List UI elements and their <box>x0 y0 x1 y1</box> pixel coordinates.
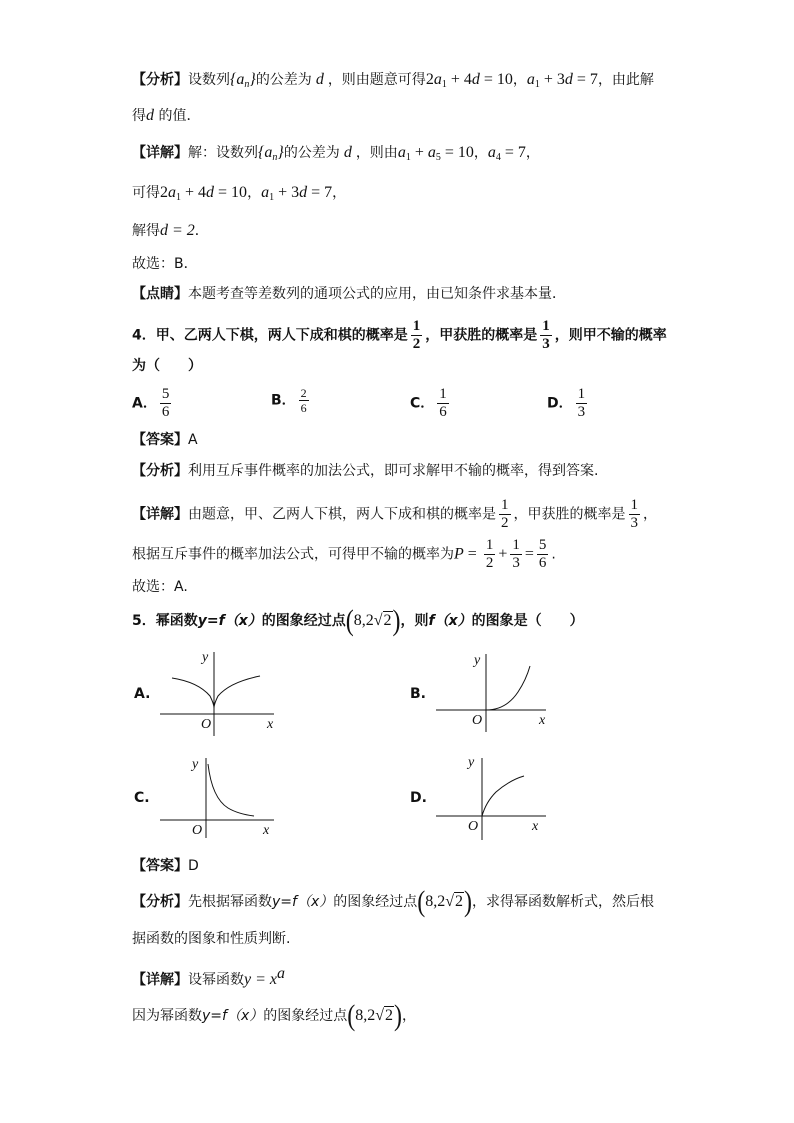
origin-label: O <box>201 717 212 732</box>
x-label: x <box>267 717 274 732</box>
q5-option-c-label: C. <box>134 790 150 806</box>
q4-option-b: B． $\frac{2}{6}$ <box>271 386 307 415</box>
q4-option-d: D． $\frac{1}{3}$ <box>547 386 586 420</box>
q4-option-c: C． $\frac{1}{6}$ <box>410 386 447 420</box>
y-label: y <box>468 755 475 770</box>
q3-eq1: $2a_1 + 4d = 10$ <box>425 71 513 90</box>
q4-frac-half: $\frac{1}{2}$ <box>412 318 421 352</box>
curve <box>172 676 260 708</box>
q3-comment: 【点睛】本题考查等差数列的通项公式的应用，由已知条件求基本量． <box>132 286 566 302</box>
q4-frac-third: $\frac{1}{3}$ <box>542 318 550 352</box>
q5-answer: 【答案】D <box>132 858 199 874</box>
q3-analysis-line2: 得d 的值． <box>132 107 201 124</box>
q4-detail-line1: 【详解】由题意，甲、乙两人下棋，两人下成和棋的概率是 $\frac{1}{2}$ ，甲获胜的概率是 $\frac{1}{3}$ ， <box>132 497 657 531</box>
q3-analysis-line1: 【分析】设数列$\{a_n\}$的公差为 d ，则由题意可得$2a_1 + 4d = 10$，$a_1 + 3d = 7$，由此解 <box>132 71 654 90</box>
q4-stem-line2: 为（ ） <box>132 358 202 374</box>
q5-graph-c <box>158 754 288 848</box>
q5-graph-a <box>158 648 288 742</box>
curve <box>486 666 530 710</box>
curve <box>482 776 524 816</box>
origin-label: O <box>468 819 479 834</box>
q4-detail-line2: 根据互斥事件的概率加法公式，可得甲不输的概率为P = $\frac{1}{2}$ + $\frac{1}{3}$ = $\frac{5}{6}$ . <box>132 537 556 571</box>
q3-detail-line1: 【详解】解：设数列$\{a_n\}$的公差为 d ，则由$a_1 + a_5 = 10$，$a_4 = 7$， <box>132 144 540 163</box>
q5-detail-line1: 【详解】设幂函数$y = x^a$ <box>132 965 285 988</box>
q5-option-b-label: B. <box>410 686 426 702</box>
q4-analysis: 【分析】利用互斥事件概率的加法公式，即可求解甲不输的概率，得到答案. <box>132 463 599 479</box>
q3-eq2: $a_1 + 3d = 7$ <box>526 71 598 90</box>
q5-option-d-label: D. <box>410 790 427 806</box>
q5-stem: 5．幂函数y=f（x）的图象经过点(8,2√2)，则f（x）的图象是（ ） <box>132 604 584 638</box>
y-label: y <box>474 653 481 668</box>
q4-choice: 故选：A. <box>132 579 188 595</box>
q5-option-a-label: A. <box>134 686 151 702</box>
q5-detail-line2: 因为幂函数y=f（x）的图象经过点(8,2√2)， <box>132 999 417 1033</box>
q5-analysis-line2: 据函数的图象和性质判断. <box>132 931 291 947</box>
q5-graph-b <box>434 648 564 742</box>
origin-label: O <box>472 713 483 728</box>
x-label: x <box>263 823 270 838</box>
origin-label: O <box>192 823 203 838</box>
q4-stem-line1: 4．甲、乙两人下棋，两人下成和棋的概率是 $\frac{1}{2}$ ，甲获胜的概率是 $\frac{1}{3}$ ，则甲不输的概率 <box>132 318 667 352</box>
q3-detail-line2: 可得$2a_1 + 4d = 10$，$a_1 + 3d = 7$， <box>132 184 347 203</box>
curve <box>208 764 254 816</box>
y-label: y <box>202 650 209 665</box>
x-label: x <box>532 819 539 834</box>
q3-choice: 故选：B． <box>132 256 198 272</box>
q4-option-a: A． $\frac{5}{6}$ <box>132 386 170 420</box>
q3-detail-line3: 解得d = 2． <box>132 222 209 239</box>
x-label: x <box>539 713 546 728</box>
q5-analysis-line1: 【分析】先根据幂函数y=f（x）的图象经过点(8,2√2)，求得幂函数解析式，然后根 <box>132 885 655 919</box>
y-label: y <box>192 757 199 772</box>
q4-answer: 【答案】A <box>132 432 198 448</box>
q5-graph-d <box>434 752 564 846</box>
